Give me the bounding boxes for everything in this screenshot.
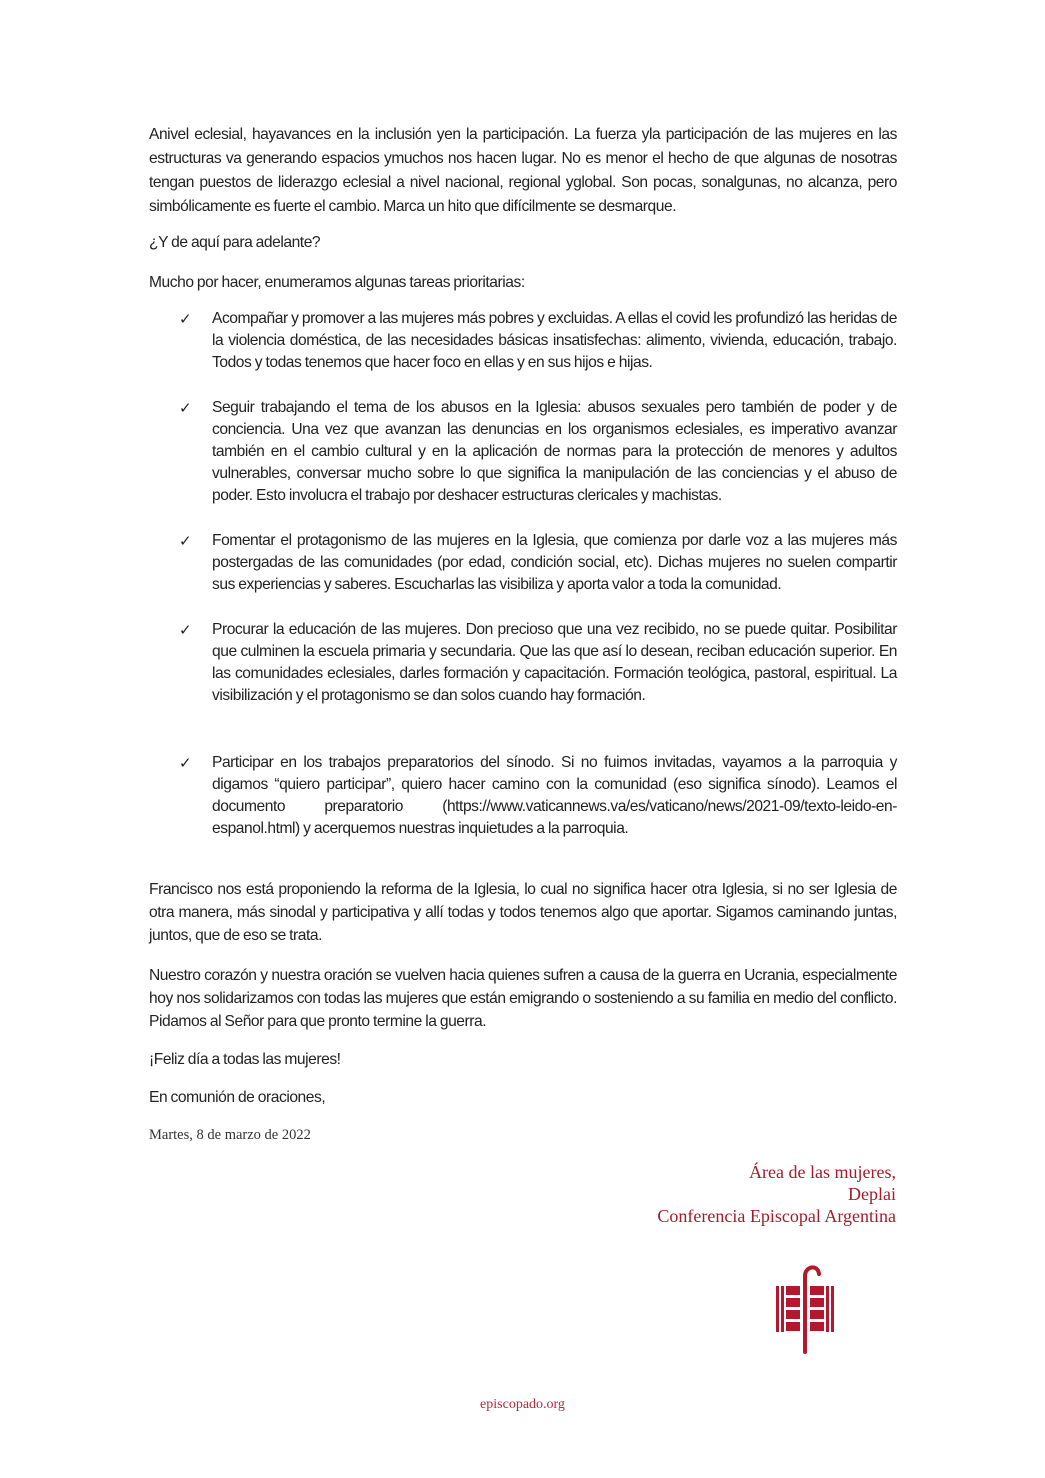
- list-item-text: Acompañar y promover a las mujeres más pobres y excluidas. A ellas el covid les profundizó las heridas de la violencia doméstica, de las necesidades básicas insatisfechas: alimento, vivienda, educación, trabajo. Todos y todas tenemos que hacer foco en ellas y en sus hijos e hijas.: [212, 310, 897, 371]
- check-icon: ✓: [179, 310, 192, 328]
- check-icon: ✓: [179, 621, 192, 639]
- list-item-text: Fomentar el protagonismo de las mujeres en la Iglesia, que comienza por darle voz a las mujeres más postergadas de las comunidades (por edad, condición social, etc). Dichas mujeres no suelen compartir sus experiencias y saberes. Escucharlas las visibiliza y aporta valor a toda la comunidad.: [212, 532, 897, 593]
- document-date: Martes, 8 de marzo de 2022: [149, 1127, 311, 1143]
- paragraph-ukraine: Nuestro corazón y nuestra oración se vuelven hacia quienes sufren a causa de la guerra en Ucrania, especialmente hoy nos solidarizamos con todas las mujeres que están emigrando o sosteniendo a su familia en medio del conflicto. Pidamos al Señor para que pronto termine la guerra.: [149, 967, 897, 1030]
- list-item-text: Seguir trabajando el tema de los abusos en la Iglesia: abusos sexuales pero también de poder y de conciencia. Una vez que avanzan las denuncias en los organismos eclesiales, es imperativo avanzar también en el cambio cultural y en la aplicación de normas para la protección de menores y adultos vulnerables, conversar mucho sobre lo que significa la manipulación de las conciencias y el abuso de poder. Esto involucra el trabajo por deshacer estructuras clericales y machistas.: [212, 399, 897, 504]
- list-item-text: Procurar la educación de las mujeres. Don precioso que una vez recibido, no se puede quitar. Posibilitar que culminen la escuela primaria y secundaria. Que las que así lo desean, reciban educación superior. En las comunidades eclesiales, darles formación y capacitación. Formación teológica, pastoral, espiritual. La visibilización y el protagonismo se dan solos cuando hay formación.: [212, 621, 897, 704]
- signature-line-deplai: Deplai: [848, 1184, 896, 1204]
- signature-line-conference: Conferencia Episcopal Argentina: [657, 1206, 896, 1226]
- check-icon: ✓: [179, 399, 192, 417]
- footer-website: episcopado.org: [480, 1397, 565, 1412]
- paragraph-ecclesial-level: Anivel eclesial, hayavances en la inclusión yen la participación. La fuerza yla participación de las mujeres en las estructuras va generando espacios ymuchos nos hacen lugar. No es menor el hecho de que algunas de nosotras tengan puestos de liderazgo eclesial a nivel nacional, regional yglobal. Son pocas, sonalgunas, no alcanza, pero simbólicamente es fuerte el cambio. Marca un hito que difícilmente se desmarque.: [149, 126, 897, 215]
- paragraph-closing: En comunión de oraciones,: [149, 1089, 326, 1106]
- episcopal-conference-logo-icon: [770, 1262, 840, 1354]
- list-item-text: Participar en los trabajos preparatorios del sínodo. Si no fuimos invitadas, vayamos a la parroquia y digamos “quiero participar”, quiero hacer camino con la comunidad (eso significa sínodo). Leamos el documento preparatorio (https://www.vaticannews.va/es/vaticano/news/2021-09/texto-leido-en-espanol.html) y acerquemos nuestras inquietudes a la parroquia.: [212, 754, 897, 837]
- paragraph-tasks-intro: Mucho por hacer, enumeramos algunas tareas prioritarias:: [149, 274, 525, 291]
- paragraph-church-reform: Francisco nos está proponiendo la reforma de la Iglesia, lo cual no significa hacer otra Iglesia, si no ser Iglesia de otra manera, más sinodal y participativa y allí todas y todos tenemos algo que aportar. Sigamos caminando juntas, juntos, que de eso se trata.: [149, 881, 897, 944]
- paragraph-greeting: ¡Feliz día a todas las mujeres!: [149, 1051, 341, 1068]
- check-icon: ✓: [179, 532, 192, 550]
- check-icon: ✓: [179, 754, 192, 772]
- paragraph-question: ¿Y de aquí para adelante?: [149, 234, 321, 251]
- signature-line-area: Área de las mujeres,: [749, 1162, 896, 1182]
- signature-block: [657, 1161, 896, 1227]
